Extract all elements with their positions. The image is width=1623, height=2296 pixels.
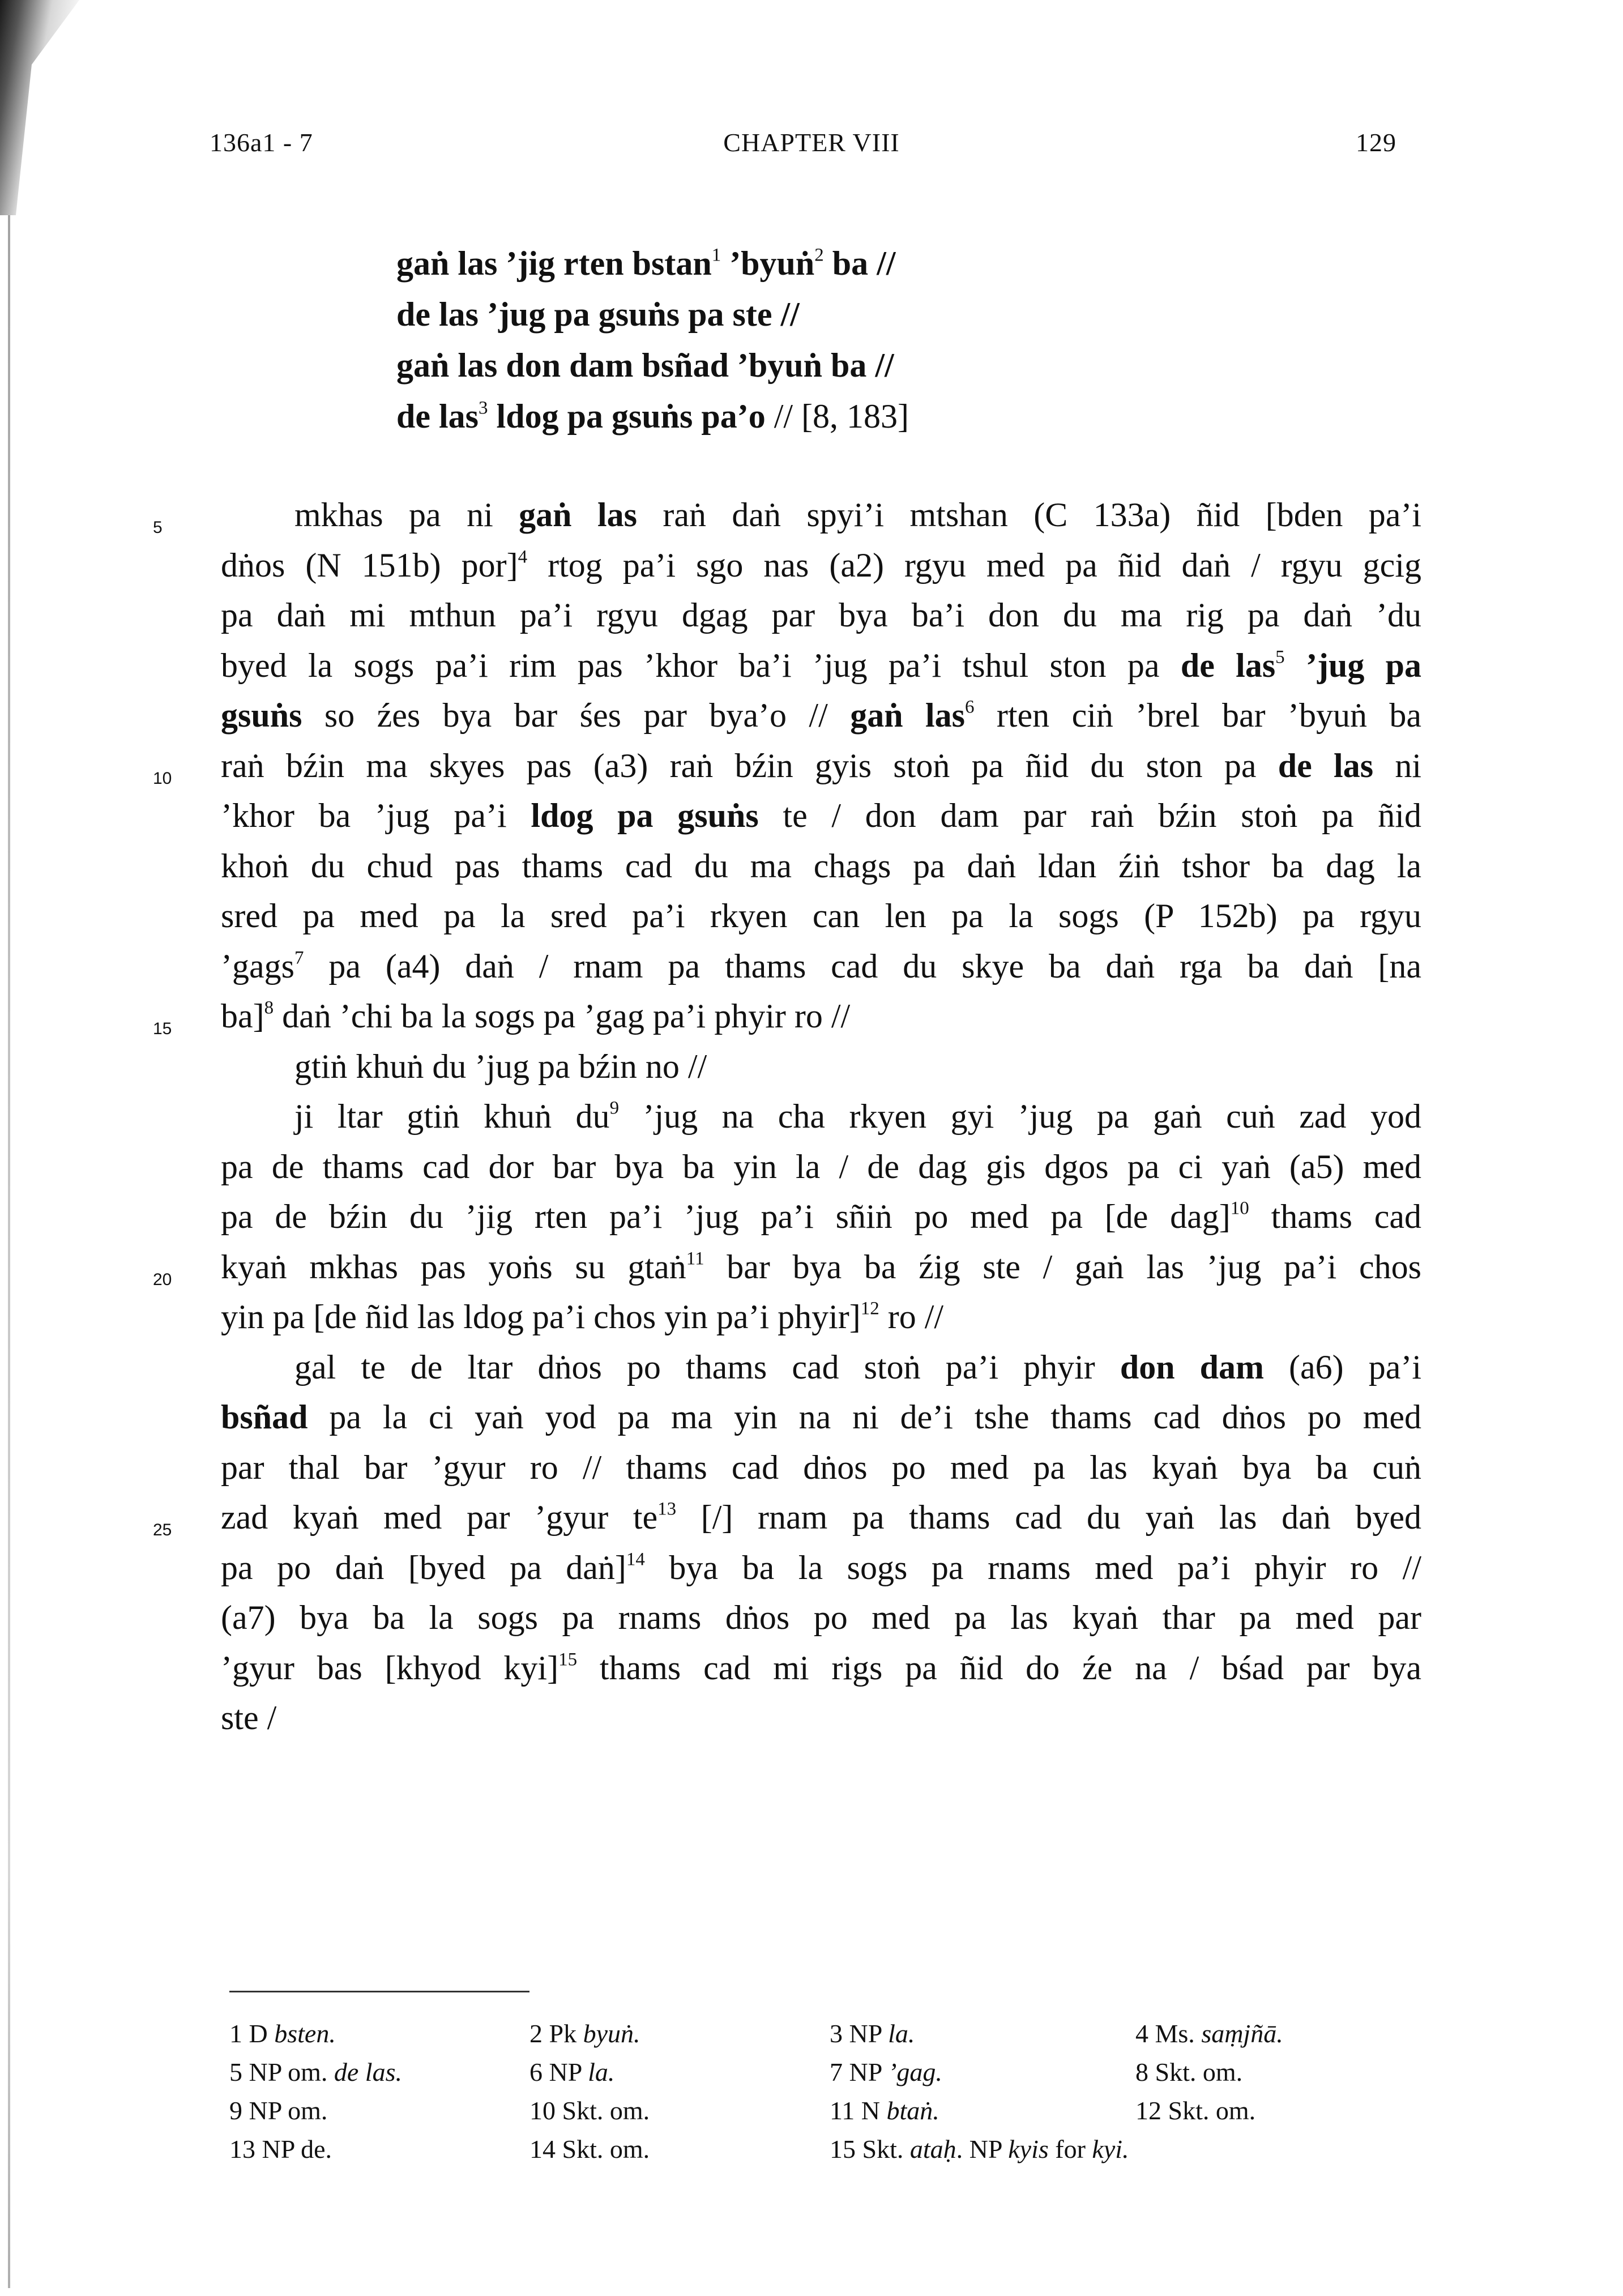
line-number: 25	[153, 1521, 172, 1539]
text-line: sred pa med pa la sred pa’i rkyen can len pa la sogs (P 152b) pa rgyu	[221, 897, 1421, 934]
line-number: 5	[153, 518, 163, 537]
text-line: ’gyur bas [khyod kyi]$^{15}$ thams cad mi rigs pa ñid do źe na / bśad par bya	[221, 1649, 1421, 1687]
footnote: 5 NP om. de las.	[229, 2058, 402, 2086]
footnote: 13 NP de.	[229, 2135, 332, 2163]
text-line: zad kyaṅ med par ’gyur $te^{13}$ [/] rnam pa thams cad du yaṅ las daṅ byed	[221, 1499, 1421, 1536]
footnote: 6 NP la.	[529, 2058, 615, 2086]
text-line: gtiṅ khuṅ du ’jug pa bźin no //	[294, 1047, 707, 1085]
scan-edge-line	[8, 215, 10, 2288]
text-line: pa daṅ mi mthun pa’i rgyu dgag par bya ba’i don du ma rig pa daṅ ’du	[221, 596, 1421, 634]
text-line: pa de bźin du ’jig rten pa’i ’jug pa’i sñiṅ po med pa [de dag]$^{10}$ thams cad	[221, 1198, 1421, 1235]
text-line: bsñad pa la ci yaṅ yod pa ma yin na ni de’i tshe thams cad dṅos po med	[221, 1398, 1421, 1436]
verse-line: de las$^3$ ldog pa gsuṅs pa’o // [8, 183]	[396, 398, 909, 435]
text-line: ’gags$^7$ pa (a4) daṅ / rnam pa thams cad du skye ba daṅ rga ba daṅ [na	[221, 947, 1421, 985]
text-line: gal te de ltar dṅos po thams cad stoṅ pa’i phyir don dam (a6) pa’i	[294, 1348, 1421, 1386]
text-line: mkhas pa ni gaṅ las raṅ daṅ spyi’i mtshan (C 133a) ñid [bden pa’i	[294, 496, 1422, 534]
text-line: pa de thams cad dor bar bya ba yin la / de dag gis dgos pa ci yaṅ (a5) med	[221, 1147, 1421, 1185]
text-line: pa po daṅ [byed pa daṅ]$^{14}$ bya ba la sogs pa rnams med pa’i phyir ro //	[221, 1548, 1421, 1586]
verse-line: gaṅ las ’jig rten bstan$^1$ ’byuṅ$^2$ ba //	[396, 245, 896, 282]
text-line: raṅ bźin ma skyes pas (a3) raṅ bźin gyis stoṅ pa ñid du ston pa de las ni	[221, 746, 1421, 784]
verse-block	[396, 238, 909, 442]
footnote: 1 D bsten.	[229, 2019, 336, 2048]
footnote: 10 Skt. om.	[529, 2096, 650, 2125]
verse-line: de las ’jug pa gsuṅs pa ste //	[396, 296, 800, 333]
footnote: 14 Skt. om.	[529, 2135, 650, 2163]
text-line: dṅos (N 151b) por]$^4$ rtog pa’i sgo nas (a2) rgyu med pa ñid daṅ / rgyu gcig	[221, 546, 1421, 584]
footnote: 2 Pk byuṅ.	[529, 2019, 640, 2048]
footnote-rule	[229, 1991, 529, 1992]
text-line: ’khor ba ’jug pa’i ldog pa gsuṅs te / don dam par raṅ bźin stoṅ pa ñid	[221, 797, 1421, 834]
text-line: kyaṅ mkhas pas yoṅs su gtaṅ$^{11}$ bar bya ba źig ste / gaṅ las ’jug pa’i chos	[221, 1248, 1422, 1286]
verse-line: gaṅ las don dam bsñad ’byuṅ ba //	[396, 347, 894, 384]
text-line: par thal bar ’gyur ro // thams cad dṅos po med pa las kyaṅ bya ba cuṅ	[221, 1448, 1421, 1486]
footnote: 9 NP om.	[229, 2096, 328, 2125]
footnote: 11 N btaṅ.	[830, 2096, 939, 2125]
text-line: khoṅ du chud pas thams cad du ma chags pa daṅ ldan źiṅ tshor ba dag la	[221, 847, 1421, 885]
footnote: 8 Skt. om.	[1135, 2058, 1243, 2086]
scan-edge-shadow	[0, 0, 79, 215]
line-number: 15	[153, 1019, 172, 1038]
text-line: byed la sogs pa’i rim pas ’khor ba’i ’jug pa’i tshul ston pa de las$^5$ ’jug pa	[221, 646, 1421, 684]
page-number: 129	[1356, 128, 1396, 157]
text-line: ba]$^8$ daṅ ’chi ba la sogs pa ’gag pa’i phyir ro //	[221, 997, 851, 1035]
footnote: 7 NP ’gag.	[830, 2058, 942, 2086]
footnote: 15 Skt. ataḥ. NP kyis for kyi.	[830, 2135, 1129, 2163]
line-number: 10	[153, 769, 172, 788]
text-line: yin pa [de ñid las ldog pa’i chos yin pa’i phyir]$^{12}$ ro //	[221, 1298, 944, 1335]
commentary-text	[221, 490, 1421, 1743]
footnote: 4 Ms. saṃjñā.	[1135, 2019, 1283, 2048]
text-line: gsuṅs so źes bya bar śes par bya’o // gaṅ las$^6$ rten ciṅ ’brel bar ’byuṅ ba	[221, 697, 1421, 734]
text-line: ste /	[221, 1699, 277, 1736]
footnote: 3 NP la.	[830, 2019, 915, 2048]
line-number: 20	[153, 1270, 172, 1289]
header-folio-range: 136a1 - 7	[210, 128, 313, 157]
chapter-title: CHAPTER VIII	[723, 128, 900, 157]
text-line: ji ltar gtiṅ khuṅ $du^9$ ’jug na cha rkyen gyi ’jug pa gaṅ cuṅ zad yod	[294, 1098, 1421, 1135]
text-line: (a7) bya ba la sogs pa rnams dṅos po med pa las kyaṅ thar pa med par	[221, 1599, 1421, 1636]
footnote: 12 Skt. om.	[1135, 2096, 1256, 2125]
footnotes	[229, 2016, 1447, 2167]
